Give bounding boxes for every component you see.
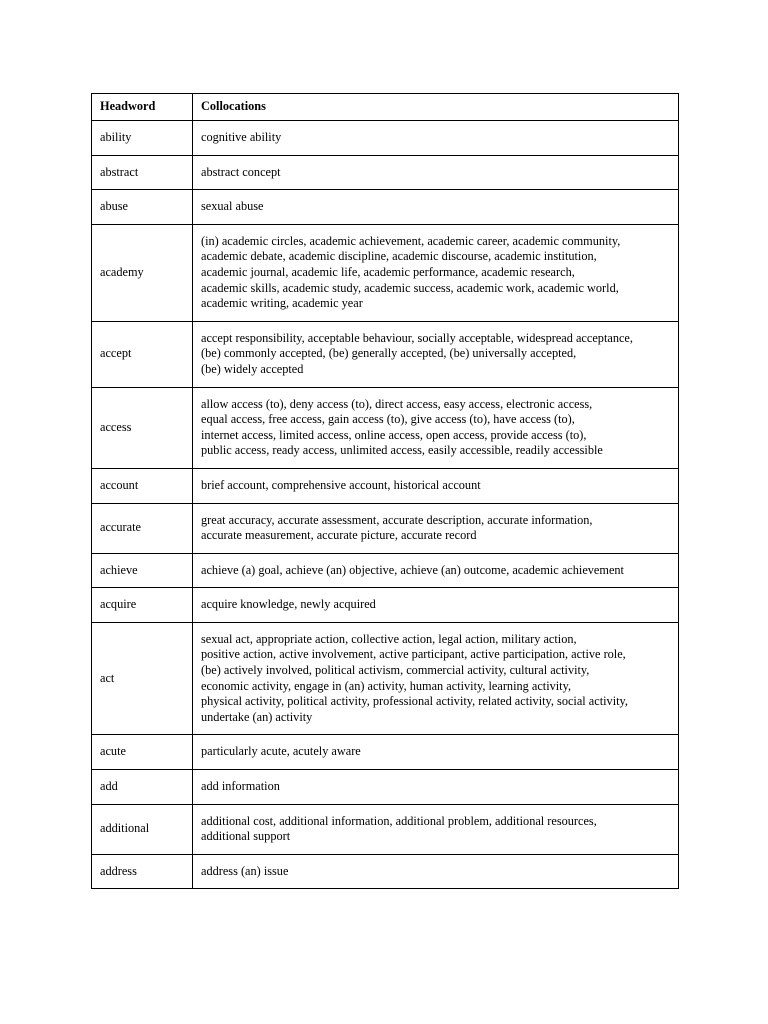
headword-cell: achieve — [92, 553, 193, 588]
headword-cell: add — [92, 770, 193, 805]
table-row — [92, 553, 679, 588]
table-body — [92, 121, 679, 889]
collocations-cell: allow access (to), deny access (to), direct access, easy access, electronic access, equal access, free access, gain access (to), give access (to), have access (to), internet access, limited access, online access, open access, provide access (to), public access, ready access, unlimited access, easily accessible, readily accessible — [193, 387, 679, 468]
table-row — [92, 468, 679, 503]
collocations-cell: brief account, comprehensive account, historical account — [193, 468, 679, 503]
headword-cell: academy — [92, 224, 193, 321]
headword-cell: acute — [92, 735, 193, 770]
collocations-cell: (in) academic circles, academic achievement, academic career, academic community, academic debate, academic discipline, academic discourse, academic institution, academic journal, academic life, academic performance, academic research, academic skills, academic study, academic success, academic work, academic world, academic writing, academic year — [193, 224, 679, 321]
table-row — [92, 224, 679, 321]
headword-column-header: Headword — [92, 94, 193, 121]
table-row — [92, 588, 679, 623]
headword-cell: address — [92, 854, 193, 889]
headword-cell: abstract — [92, 155, 193, 190]
table-row — [92, 854, 679, 889]
collocations-cell: particularly acute, acutely aware — [193, 735, 679, 770]
collocations-cell: cognitive ability — [193, 121, 679, 156]
table-row — [92, 155, 679, 190]
headword-cell: additional — [92, 804, 193, 854]
headword-cell: account — [92, 468, 193, 503]
collocations-table — [91, 93, 679, 889]
collocations-cell: great accuracy, accurate assessment, accurate description, accurate information, accurate measurement, accurate picture, accurate record — [193, 503, 679, 553]
table-row — [92, 387, 679, 468]
collocations-cell: abstract concept — [193, 155, 679, 190]
table-header-row — [92, 94, 679, 121]
collocations-cell: additional cost, additional information, additional problem, additional resources, additional support — [193, 804, 679, 854]
collocations-cell: add information — [193, 770, 679, 805]
headword-cell: access — [92, 387, 193, 468]
table-row — [92, 622, 679, 735]
collocations-cell: accept responsibility, acceptable behaviour, socially acceptable, widespread acceptance, (be) commonly accepted, (be) generally accepted, (be) universally accepted, (be) widely accepted — [193, 321, 679, 387]
headword-cell: acquire — [92, 588, 193, 623]
collocations-column-header: Collocations — [193, 94, 679, 121]
collocations-cell: address (an) issue — [193, 854, 679, 889]
headword-cell: act — [92, 622, 193, 735]
headword-cell: ability — [92, 121, 193, 156]
collocations-cell: sexual act, appropriate action, collective action, legal action, military action, positive action, active involvement, active participant, active participation, active role, (be) actively involved, political activism, commercial activity, cultural activity, economic activity, engage in (an) activity, human activity, learning activity, physical activity, political activity, professional activity, related activity, social activity, undertake (an) activity — [193, 622, 679, 735]
table-row — [92, 735, 679, 770]
table-row — [92, 121, 679, 156]
table-row — [92, 190, 679, 225]
headword-cell: accept — [92, 321, 193, 387]
table-row — [92, 321, 679, 387]
collocations-cell: sexual abuse — [193, 190, 679, 225]
table-row — [92, 503, 679, 553]
collocations-cell: acquire knowledge, newly acquired — [193, 588, 679, 623]
table-row — [92, 804, 679, 854]
table-row — [92, 770, 679, 805]
headword-cell: accurate — [92, 503, 193, 553]
headword-cell: abuse — [92, 190, 193, 225]
collocations-cell: achieve (a) goal, achieve (an) objective, achieve (an) outcome, academic achievement — [193, 553, 679, 588]
